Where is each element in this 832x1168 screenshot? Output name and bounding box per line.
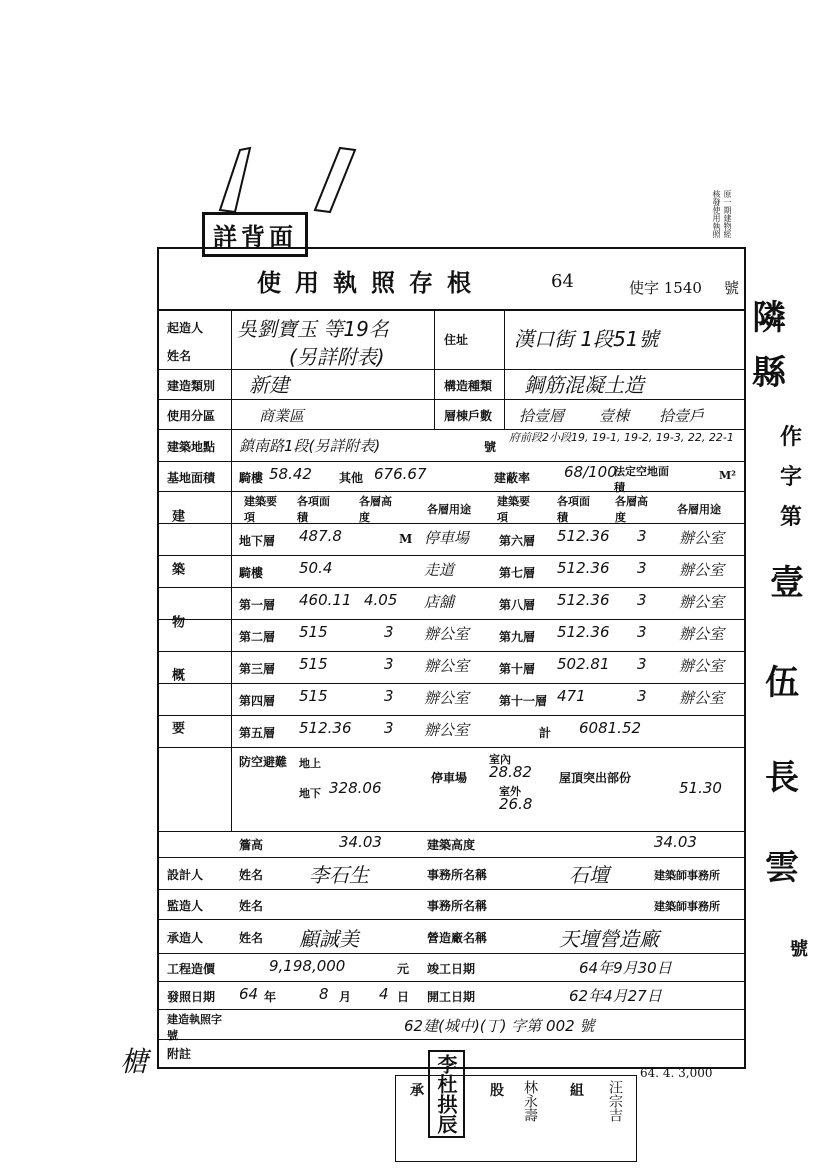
issue-month: 8: [319, 985, 329, 1003]
stamp-wang: 汪宗吉: [607, 1080, 623, 1122]
arcade-use: 走道: [424, 561, 455, 579]
each-height-label-2: 各層高度: [615, 495, 648, 524]
designer-row: [159, 857, 744, 890]
structure-value: 鋼筋混凝土造: [524, 373, 644, 397]
site-value: 鎮南路1段(另詳附表): [239, 437, 381, 455]
contractor-name-label: 姓名: [239, 931, 264, 945]
supervisor-label: 監造人: [167, 899, 204, 913]
below-label: 地下: [299, 787, 321, 800]
coverage-value: 68/100: [564, 463, 617, 481]
f4-area: 515: [299, 687, 328, 705]
units-value: 拾壹戶: [659, 407, 705, 425]
basement-label: 地下層: [239, 534, 276, 548]
designer-label: 設計人: [167, 868, 204, 882]
footer-print: 64. 4. 3,000: [640, 1066, 713, 1080]
coverage-label: 建蔽率: [494, 471, 531, 485]
builder-sub: (另詳附表): [289, 345, 385, 369]
builder-row: [159, 309, 744, 370]
zone-row: [159, 399, 744, 430]
designer-name-label: 姓名: [239, 868, 264, 882]
right-note-stamp: 原一期建物經核發使用執照: [712, 190, 732, 238]
f10-height: 3: [637, 655, 647, 673]
right-margin-char-9: 雲: [765, 848, 799, 888]
f6-use: 辦公室: [679, 529, 725, 547]
floor-items-label-2: 建築要項: [497, 495, 530, 524]
arcade-floor-area: 50.4: [299, 559, 333, 577]
f5-use: 辦公室: [424, 721, 470, 739]
left-mark: 榶: [120, 1045, 149, 1078]
right-margin-char-7: 伍: [765, 663, 799, 703]
stamp-lin: 林永壽: [522, 1080, 538, 1122]
floor-row-4: [159, 683, 744, 716]
completion-label: 竣工日期: [427, 962, 476, 976]
f5-area: 512.36: [299, 719, 352, 737]
f8-label: 第八層: [499, 598, 536, 612]
f7-use: 辦公室: [679, 561, 725, 579]
parking-label: 停車場: [431, 771, 468, 785]
eave-value: 34.03: [339, 833, 382, 851]
right-margin-char-3: 作: [780, 424, 803, 450]
lot-value: 府前段2小段19, 19-1, 19-2, 19-3, 22, 22-1: [509, 431, 734, 444]
right-margin-char-1: 隣: [752, 298, 786, 338]
build-type-value: 新建: [249, 373, 289, 397]
site-row: [159, 429, 744, 462]
roof-area-value: 51.30: [679, 779, 722, 797]
f11-area: 471: [557, 687, 586, 705]
issue-day: 4: [379, 985, 389, 1003]
f10-label: 第十層: [499, 662, 536, 676]
total-area: 6081.52: [579, 719, 642, 737]
contractor-value: 顧誠美: [299, 927, 359, 951]
base-area-row: [159, 461, 744, 492]
designer-value: 李石生: [309, 863, 369, 887]
f9-use: 辦公室: [679, 625, 725, 643]
permit-form: [157, 247, 746, 1069]
f1-label: 第一層: [239, 598, 276, 612]
cost-value: 9,198,000: [269, 957, 346, 975]
legal-open-label: 法定空地面積: [614, 465, 669, 494]
f9-label: 第九層: [499, 630, 536, 644]
f6-area: 512.36: [557, 527, 610, 545]
building-height-value: 34.03: [654, 833, 697, 851]
remarks-label: 附註: [167, 1047, 192, 1061]
f11-use: 辦公室: [679, 689, 725, 707]
f7-height: 3: [637, 559, 647, 577]
start-value: 62年4月27日: [569, 987, 662, 1005]
f3-height: 3: [384, 655, 394, 673]
f2-use: 辦公室: [424, 625, 470, 643]
permit-value: 62建(城中)(丁) 字第 002 號: [404, 1017, 595, 1035]
indoor-label: 室內: [489, 753, 511, 766]
floor-items-label: 建築要項: [244, 495, 277, 524]
arcade-value: 58.42: [269, 465, 312, 483]
air-raid-label: 防空避難: [239, 755, 288, 769]
base-area-label: 基地面積: [167, 471, 216, 485]
roof-label: 屋頂突出部份: [559, 771, 632, 785]
f3-use: 辦公室: [424, 657, 470, 675]
f1-area: 460.11: [299, 591, 352, 609]
supervisor-office-label: 事務所名稱: [427, 899, 488, 913]
hao-label: 號: [724, 279, 740, 297]
site-label: 建築地點: [167, 440, 216, 454]
stamp-li-du: 李杜拱辰: [428, 1050, 465, 1138]
stamp-cheng: 承: [410, 1083, 424, 1099]
arch-office-label: 建築師事務所: [654, 869, 720, 882]
contractor-row: [159, 919, 744, 954]
cost-row: [159, 953, 744, 982]
designer-office-label: 事務所名稱: [427, 868, 488, 882]
arcade-label: 騎樓: [239, 471, 264, 485]
arcade-floor-label: 騎樓: [239, 566, 264, 580]
right-margin-char-5: 第: [780, 504, 803, 530]
f9-height: 3: [637, 623, 647, 641]
f6-height: 3: [637, 527, 647, 545]
basement-area: 487.8: [299, 527, 342, 545]
completion-value: 64年9月30日: [579, 959, 672, 977]
above-label: 地上: [299, 757, 321, 770]
issue-month-label: 月: [339, 990, 352, 1004]
floor-row-1: [159, 587, 744, 620]
start-label: 開工日期: [427, 990, 476, 1004]
f3-area: 515: [299, 655, 328, 673]
build-type-label: 建造類別: [167, 379, 216, 393]
right-margin-char-2: 縣: [752, 353, 786, 393]
floor-row-5: [159, 715, 744, 748]
address-label: 住址: [444, 333, 469, 347]
zone-label: 使用分區: [167, 409, 216, 423]
issue-year: 64: [239, 985, 259, 1003]
building-summary-label: 建築物概要: [169, 509, 184, 774]
f2-area: 515: [299, 623, 328, 641]
f5-label: 第五層: [239, 726, 276, 740]
structure-label: 構造種類: [444, 379, 493, 393]
f2-label: 第二層: [239, 630, 276, 644]
supervisor-name-label: 姓名: [239, 899, 264, 913]
f3-label: 第三層: [239, 662, 276, 676]
parking-outdoor-value: 26.8: [499, 795, 533, 813]
building-height-label: 建築高度: [427, 838, 476, 852]
floor-row-2: [159, 619, 744, 652]
firm-value: 天壇營造廠: [559, 927, 659, 951]
detail-stamp: 詳背面: [202, 212, 308, 257]
f7-area: 512.36: [557, 559, 610, 577]
builder-label: 起造人: [167, 321, 204, 335]
floor-row-arcade: [159, 555, 744, 588]
f8-use: 辦公室: [679, 593, 725, 611]
f11-label: 第十一層: [499, 694, 548, 708]
eave-label: 簷高: [239, 838, 264, 852]
outdoor-label: 室外: [499, 785, 521, 798]
permit-year: 64: [551, 271, 574, 292]
permit-number: 使字 1540: [629, 279, 702, 297]
lot-label: 號: [484, 440, 497, 454]
issue-day-label: 日: [397, 990, 410, 1004]
each-area-label-2: 各項面積: [557, 495, 590, 524]
floor-row-basement: [159, 523, 744, 556]
floor-header-row: [159, 491, 744, 524]
designer-office-value: 石壇: [569, 863, 609, 887]
issue-label: 發照日期: [167, 990, 216, 1004]
f5-height: 3: [384, 719, 394, 737]
parking-indoor-value: 28.82: [489, 763, 532, 781]
f10-use: 辦公室: [679, 657, 725, 675]
builder-value: 吳劉寶玉 等19名: [237, 317, 389, 341]
f1-height: 4.05: [364, 591, 398, 609]
other-label: 其他: [339, 471, 364, 485]
f7-label: 第七層: [499, 566, 536, 580]
right-margin-char-8: 長: [765, 758, 799, 798]
each-height-label: 各層高度: [359, 495, 392, 524]
f2-height: 3: [384, 623, 394, 641]
form-title: 使用執照存根: [257, 268, 485, 297]
f4-label: 第四層: [239, 694, 276, 708]
address-value: 漢口街 1段51號: [514, 327, 659, 351]
each-use-label-2: 各層用途: [677, 503, 721, 516]
build-type-row: [159, 369, 744, 400]
issue-year-label: 年: [264, 990, 277, 1004]
supervisor-row: [159, 889, 744, 920]
permit-label: 建造執照字號: [167, 1013, 222, 1042]
form-title-row: [159, 249, 744, 311]
zone-value: 商業區: [259, 407, 305, 425]
stamp-gu: 股: [490, 1083, 504, 1099]
each-use-label: 各層用途: [427, 503, 471, 516]
floors-value: 拾壹層: [519, 407, 565, 425]
stamp-zu: 組: [570, 1083, 584, 1099]
floors-units-label: 層棟戶數: [444, 409, 493, 423]
m-unit: M: [399, 532, 413, 546]
f1-use: 店舖: [424, 593, 455, 611]
permit-row: [159, 1009, 744, 1040]
f10-area: 502.81: [557, 655, 610, 673]
builder-name-label: 姓名: [167, 349, 192, 363]
f11-height: 3: [637, 687, 647, 705]
issue-row: [159, 981, 744, 1010]
arch-office-label-2: 建築師事務所: [654, 900, 720, 913]
f9-area: 512.36: [557, 623, 610, 641]
yuan-label: 元: [397, 962, 410, 976]
height-row: [159, 831, 744, 858]
other-value: 676.67: [374, 465, 427, 483]
firm-label: 營造廠名稱: [427, 931, 488, 945]
total-label: 計: [539, 726, 552, 740]
f8-area: 512.36: [557, 591, 610, 609]
right-margin-char-6: 壹: [770, 563, 804, 603]
m2-unit: M²: [719, 469, 736, 482]
cost-label: 工程造價: [167, 962, 216, 976]
shelter-below-value: 328.06: [329, 779, 382, 797]
right-margin-char-10: 號: [790, 939, 808, 960]
f4-use: 辦公室: [424, 689, 470, 707]
f8-height: 3: [637, 591, 647, 609]
f6-label: 第六層: [499, 534, 536, 548]
buildings-value: 壹棟: [599, 407, 630, 425]
right-margin-char-4: 字: [780, 464, 803, 490]
basement-use: 停車場: [424, 529, 470, 547]
floor-row-3: [159, 651, 744, 684]
each-area-label: 各項面積: [297, 495, 330, 524]
shelter-row: [159, 747, 744, 832]
f4-height: 3: [384, 687, 394, 705]
tab-sketch-icon: [200, 140, 370, 220]
contractor-label: 承造人: [167, 931, 204, 945]
